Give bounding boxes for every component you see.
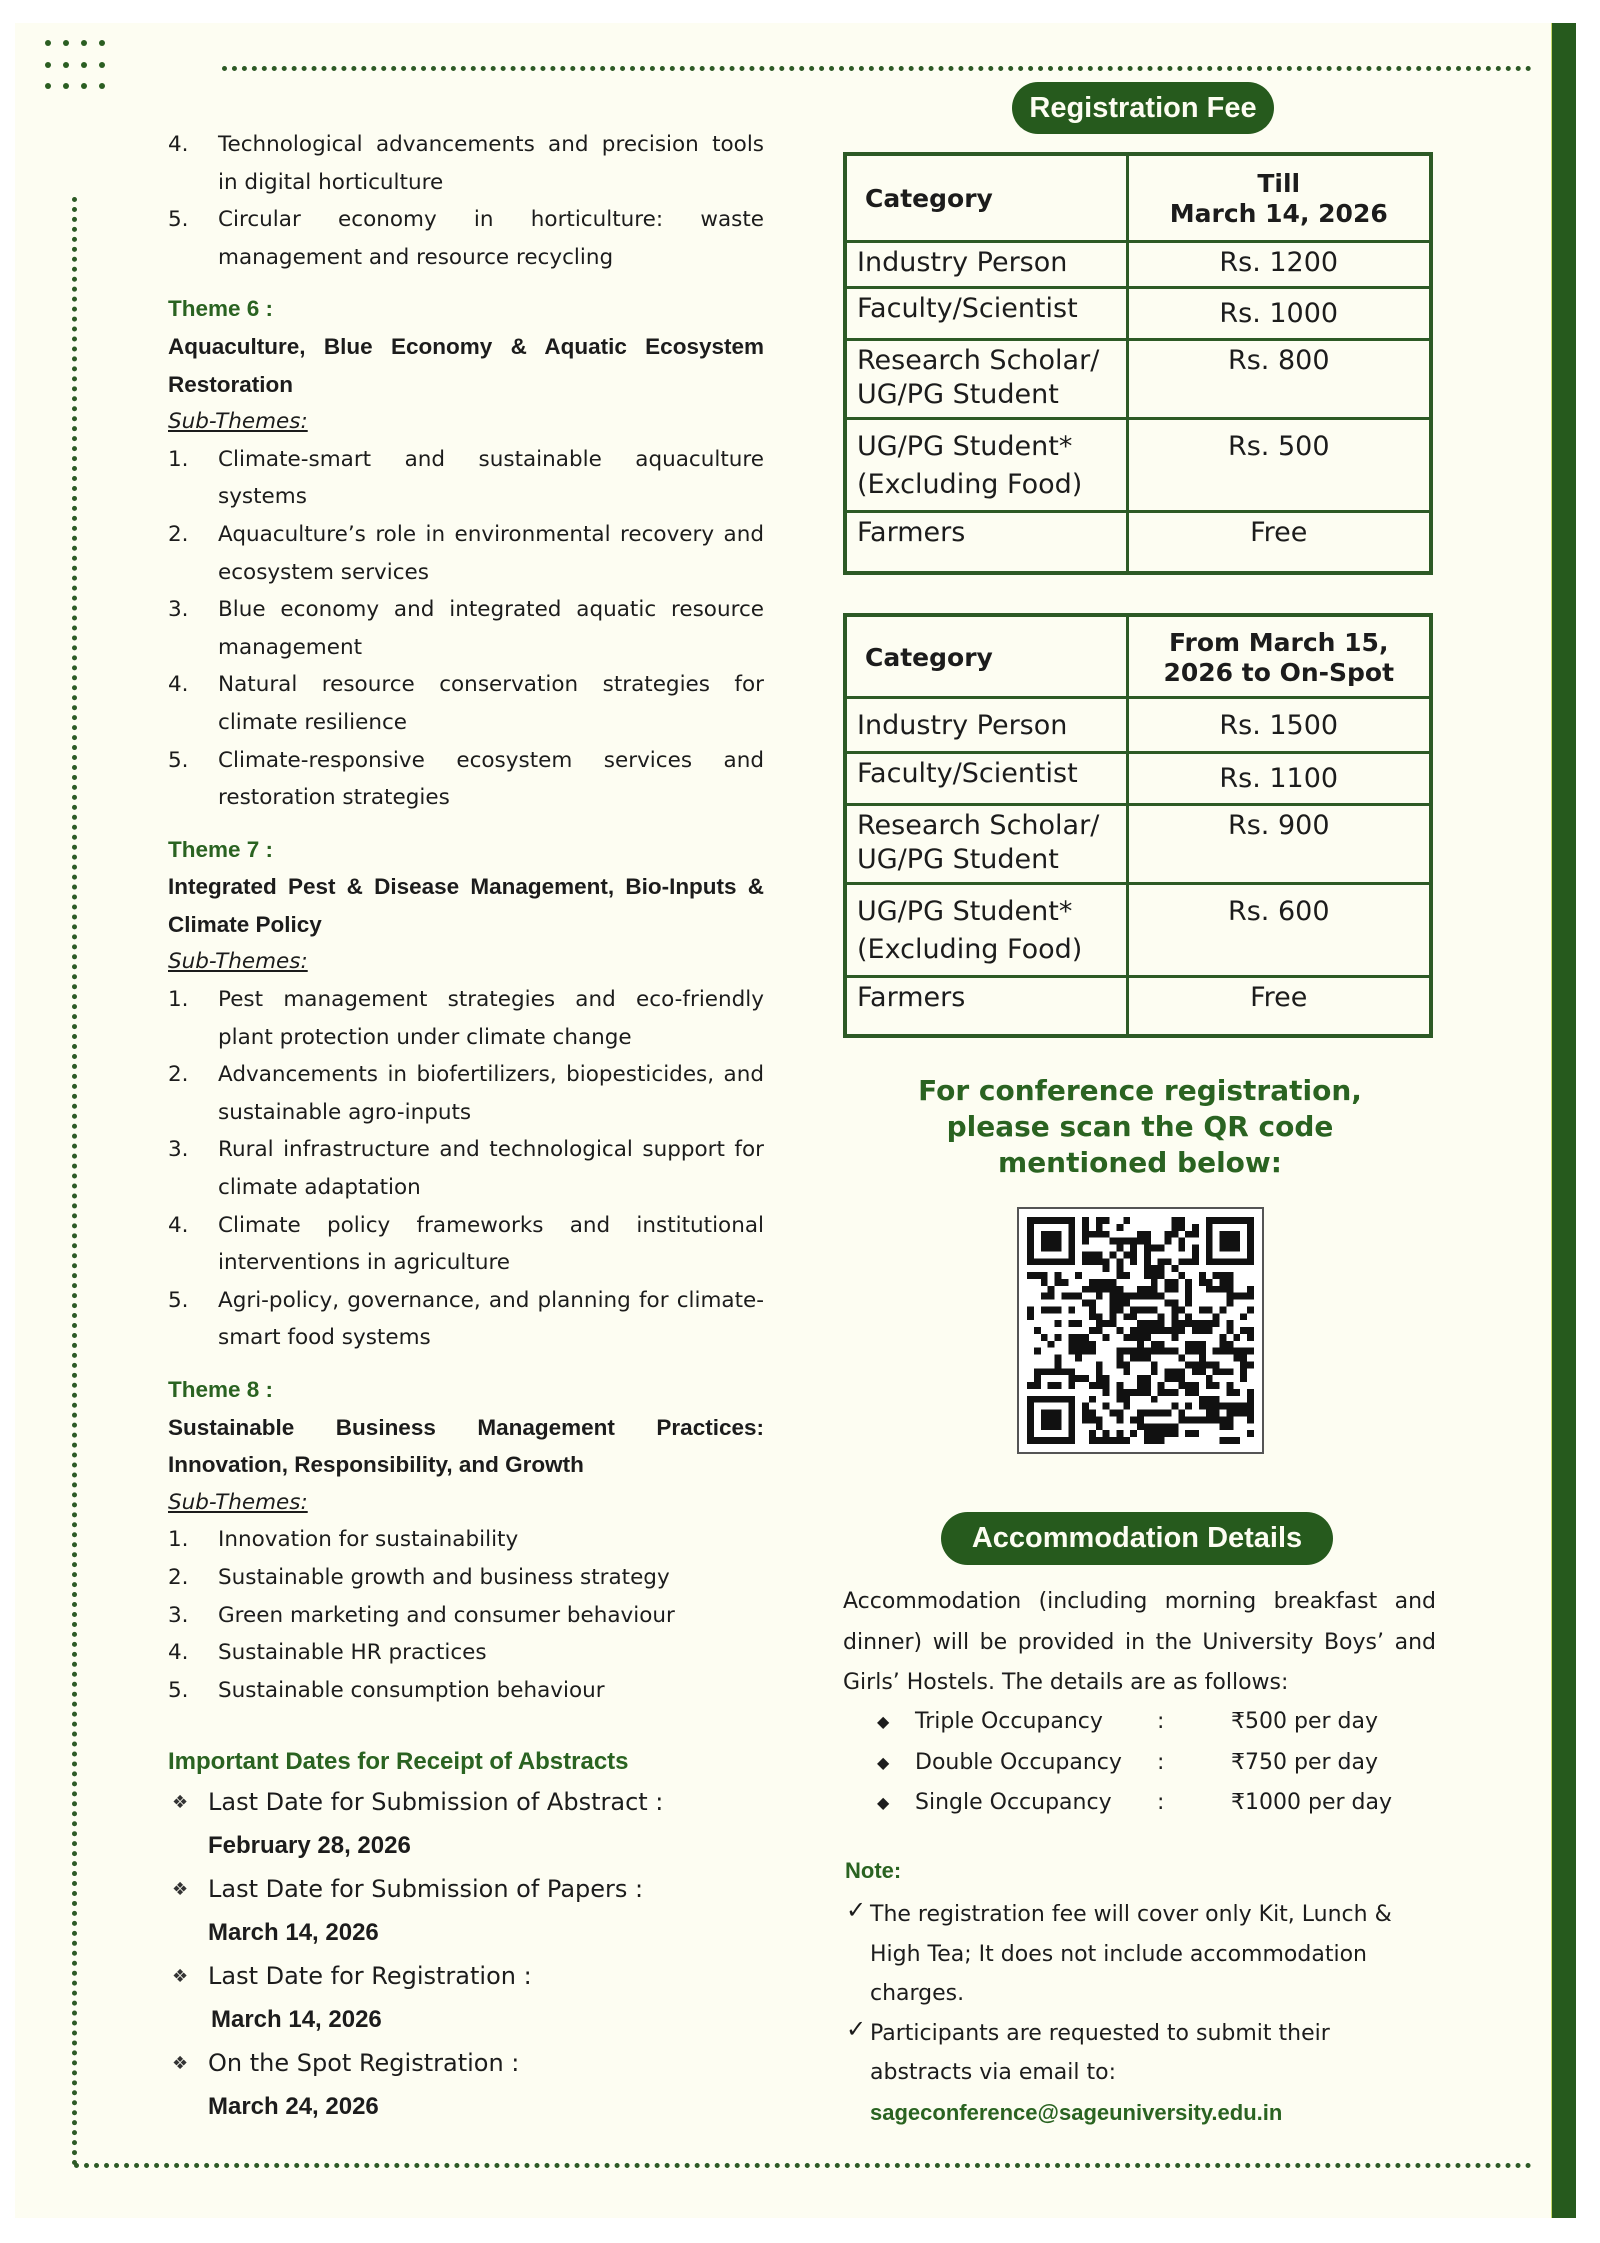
item-text: Climate-responsive ecosystem services and restoration strategies bbox=[218, 747, 764, 811]
date-value: March 14, 2026 bbox=[211, 2006, 382, 2034]
item-number: 4. bbox=[168, 1212, 189, 1238]
fee-cell: Rs. 1200 bbox=[1127, 241, 1431, 287]
item-text: Pest management strategies and eco-friendly plant protection under climate change bbox=[218, 987, 764, 1050]
separator: : bbox=[1157, 1749, 1165, 1775]
item-text: Natural resource conservation strategies for climate resilience bbox=[218, 672, 764, 735]
item-text: Innovation for sustainability bbox=[218, 1527, 519, 1553]
qr-instruction bbox=[880, 1073, 1400, 1181]
table-header-row bbox=[845, 154, 1431, 241]
table-row bbox=[845, 241, 1431, 287]
occupancy-type: Single Occupancy bbox=[915, 1790, 1112, 1815]
item-number: 3. bbox=[168, 1137, 189, 1163]
list-item bbox=[168, 126, 764, 201]
list-item bbox=[168, 1131, 764, 1206]
category-text: UG/PG Student bbox=[857, 378, 1059, 410]
theme-title: Integrated Pest & Disease Management, Bio-Inputs & Climate Policy bbox=[168, 874, 764, 937]
bottom-dotted-divider bbox=[74, 2163, 1532, 2168]
note-item bbox=[846, 1895, 1446, 2014]
occupancy-type: Double Occupancy bbox=[915, 1749, 1122, 1775]
separator: : bbox=[1157, 1790, 1165, 1815]
note-text: Participants are requested to submit their abstracts via email to: bbox=[870, 2020, 1330, 2085]
item-text: Rural infrastructure and technological support for climate adaptation bbox=[218, 1137, 764, 1201]
table-row bbox=[845, 287, 1431, 339]
theme-6-section bbox=[168, 290, 764, 816]
theme-title: Sustainable Business Management Practices: Innovation, Responsibility, and Growth bbox=[168, 1414, 764, 1478]
item-number: 2. bbox=[168, 1564, 189, 1590]
category-text: Farmers bbox=[857, 981, 966, 1013]
qr-instruction-line: please scan the QR code bbox=[946, 1110, 1334, 1143]
registration-fee-title: Registration Fee bbox=[1012, 82, 1274, 134]
item-text: Sustainable HR practices bbox=[218, 1640, 487, 1666]
qr-code-icon[interactable] bbox=[1017, 1207, 1264, 1454]
fee-table-early bbox=[843, 152, 1433, 575]
item-text: Climate-smart and sustainable aquaculture systems bbox=[218, 446, 764, 510]
qr-modules bbox=[1027, 1217, 1254, 1444]
important-dates-section bbox=[168, 1743, 764, 2129]
fee-cell: Free bbox=[1127, 976, 1431, 1036]
table-row bbox=[845, 976, 1431, 1036]
theme-7-section bbox=[168, 831, 764, 1357]
fee-cell: Rs. 1500 bbox=[1127, 697, 1431, 752]
header-period bbox=[1127, 615, 1431, 697]
occupancy-price: ₹1000 per day bbox=[1231, 1790, 1392, 1815]
item-number: 3. bbox=[168, 597, 189, 623]
accommodation-description: Accommodation (including morning breakfast and dinner) will be provided in the University Boys’ and Girls’ Hostels. The details are as follows: bbox=[843, 1589, 1436, 1695]
table-row bbox=[845, 752, 1431, 804]
top-dotted-divider bbox=[222, 66, 1532, 71]
table-header-row bbox=[845, 615, 1431, 697]
list-item bbox=[877, 1783, 1437, 1824]
occupancy-type: Triple Occupancy bbox=[915, 1709, 1103, 1734]
item-text: Blue economy and integrated aquatic resource management bbox=[218, 597, 764, 660]
diamond-bullet-icon: ❖ bbox=[172, 1878, 189, 1900]
category-text: Faculty/Scientist bbox=[857, 292, 1078, 324]
item-text: Sustainable growth and business strategy bbox=[218, 1564, 670, 1590]
item-number: 4. bbox=[168, 672, 189, 698]
header-period-line: From March 15, bbox=[1169, 627, 1389, 657]
category-cell bbox=[845, 287, 1127, 339]
category-cell bbox=[845, 241, 1127, 287]
table-row bbox=[845, 418, 1431, 511]
header-period-line: Till bbox=[1257, 169, 1301, 199]
item-number: 2. bbox=[168, 521, 189, 547]
header-period bbox=[1127, 154, 1431, 241]
date-label bbox=[168, 1955, 764, 1999]
date-label bbox=[168, 1868, 764, 1912]
item-text: Advancements in biofertilizers, biopesticides, and sustainable agro-inputs bbox=[218, 1062, 764, 1125]
theme-title: Aquaculture, Blue Economy & Aquatic Ecosystem Restoration bbox=[168, 333, 764, 397]
list-item bbox=[168, 1634, 764, 1672]
table-row bbox=[845, 804, 1431, 883]
category-cell bbox=[845, 976, 1127, 1036]
diamond-bullet-icon: ◆ bbox=[877, 1752, 890, 1772]
qr-instruction-line: For conference registration, bbox=[918, 1074, 1362, 1107]
date-label bbox=[168, 1781, 764, 1825]
check-icon: ✓ bbox=[846, 2014, 867, 2043]
category-text: Research Scholar/ bbox=[857, 809, 1100, 841]
category-text: UG/PG Student* bbox=[857, 895, 1073, 927]
item-number: 3. bbox=[168, 1602, 189, 1628]
list-item bbox=[168, 201, 764, 276]
note-list bbox=[846, 1895, 1446, 2132]
list-item bbox=[168, 1207, 764, 1282]
list-item bbox=[168, 981, 764, 1056]
note-text: The registration fee will cover only Kit, Lunch & High Tea; It does not include accommodation charges. bbox=[870, 1902, 1392, 2006]
date-value: March 14, 2026 bbox=[208, 1919, 379, 1947]
separator: : bbox=[1157, 1709, 1165, 1734]
important-dates-heading: Important Dates for Receipt of Abstracts bbox=[168, 1748, 629, 1776]
date-label-text: Last Date for Registration : bbox=[208, 1961, 532, 1990]
fee-cell: Rs. 900 bbox=[1127, 804, 1431, 883]
list-item bbox=[168, 1672, 764, 1710]
item-number: 4. bbox=[168, 132, 189, 157]
header-category: Category bbox=[845, 615, 1127, 697]
diamond-bullet-icon: ❖ bbox=[172, 1791, 189, 1813]
accommodation-details-title: Accommodation Details bbox=[941, 1512, 1333, 1565]
fee-cell: Rs. 1100 bbox=[1127, 752, 1431, 804]
occupancy-price: ₹500 per day bbox=[1231, 1709, 1378, 1734]
item-number: 2. bbox=[168, 1062, 189, 1088]
category-text: (Excluding Food) bbox=[857, 468, 1083, 500]
item-number: 1. bbox=[168, 987, 189, 1013]
item-number: 4. bbox=[168, 1640, 189, 1666]
list-item bbox=[168, 1559, 764, 1597]
category-text: (Excluding Food) bbox=[857, 933, 1083, 965]
category-cell bbox=[845, 339, 1127, 418]
category-cell bbox=[845, 511, 1127, 573]
themes-column bbox=[168, 126, 764, 2129]
list-item bbox=[877, 1702, 1437, 1743]
item-number: 1. bbox=[168, 446, 189, 472]
theme-heading: Theme 7 : bbox=[168, 836, 274, 862]
date-label-text: On the Spot Registration : bbox=[208, 2048, 520, 2077]
item-number: 5. bbox=[168, 207, 189, 233]
theme-heading: Theme 6 : bbox=[168, 296, 274, 322]
fee-cell: Rs. 800 bbox=[1127, 339, 1431, 418]
note-item bbox=[846, 2014, 1446, 2093]
date-value: March 24, 2026 bbox=[208, 2093, 379, 2121]
item-text: Aquaculture’s role in environmental recovery and ecosystem services bbox=[218, 521, 764, 585]
list-item bbox=[168, 742, 764, 817]
decorative-dots-icon bbox=[45, 40, 105, 96]
list-item bbox=[168, 1282, 764, 1357]
note-heading: Note: bbox=[845, 1858, 902, 1883]
item-text: Agri-policy, governance, and planning for climate-smart food systems bbox=[218, 1287, 764, 1351]
qr-code-graphic bbox=[1027, 1217, 1254, 1444]
header-period-line: March 14, 2026 bbox=[1169, 199, 1388, 229]
table-row bbox=[845, 883, 1431, 976]
left-dotted-divider bbox=[72, 197, 77, 2167]
category-text: Research Scholar/ bbox=[857, 344, 1100, 376]
list-item bbox=[877, 1743, 1437, 1784]
fee-cell: Free bbox=[1127, 511, 1431, 573]
item-number: 5. bbox=[168, 747, 189, 773]
category-text: Industry Person bbox=[857, 709, 1068, 741]
table-row bbox=[845, 511, 1431, 573]
category-text: UG/PG Student bbox=[857, 843, 1059, 875]
diamond-bullet-icon: ❖ bbox=[172, 1965, 189, 1987]
item-text: Technological advancements and precision tools in digital horticulture bbox=[218, 132, 764, 195]
item-text: Circular economy in horticulture: waste management and resource recycling bbox=[218, 207, 764, 270]
check-icon: ✓ bbox=[846, 1896, 867, 1924]
item-number: 1. bbox=[168, 1527, 189, 1553]
fee-cell: Rs. 500 bbox=[1127, 418, 1431, 511]
contact-email-link[interactable]: sageconference@sageuniversity.edu.in bbox=[870, 2099, 1283, 2125]
date-label bbox=[168, 2042, 764, 2086]
sub-themes-label: Sub-Themes: bbox=[168, 949, 308, 975]
item-text: Climate policy frameworks and institutional interventions in agriculture bbox=[218, 1212, 764, 1276]
item-number: 5. bbox=[168, 1677, 189, 1703]
category-text: Industry Person bbox=[857, 246, 1068, 278]
item-text: Green marketing and consumer behaviour bbox=[218, 1602, 675, 1628]
category-cell bbox=[845, 752, 1127, 804]
fee-table-late bbox=[843, 613, 1433, 1038]
list-item bbox=[168, 1056, 764, 1131]
list-item bbox=[168, 1597, 764, 1635]
header-period-line: 2026 to On-Spot bbox=[1163, 657, 1395, 687]
table-row bbox=[845, 339, 1431, 418]
theme-8-section bbox=[168, 1371, 764, 1709]
green-side-bar bbox=[1551, 23, 1576, 2218]
theme-heading: Theme 8 : bbox=[168, 1377, 274, 1402]
diamond-bullet-icon: ❖ bbox=[172, 2052, 189, 2074]
fee-cell: Rs. 600 bbox=[1127, 883, 1431, 976]
fee-cell: Rs. 1000 bbox=[1127, 287, 1431, 339]
date-value: February 28, 2026 bbox=[208, 1832, 411, 1860]
category-cell bbox=[845, 697, 1127, 752]
list-item bbox=[168, 441, 764, 516]
diamond-bullet-icon: ◆ bbox=[877, 1793, 890, 1812]
table-row bbox=[845, 697, 1431, 752]
sub-themes-label: Sub-Themes: bbox=[168, 409, 308, 435]
occupancy-list bbox=[877, 1702, 1437, 1824]
category-cell bbox=[845, 804, 1127, 883]
item-text: Sustainable consumption behaviour bbox=[218, 1677, 605, 1703]
diamond-bullet-icon: ◆ bbox=[877, 1712, 890, 1731]
category-text: Farmers bbox=[857, 516, 966, 548]
list-item bbox=[168, 666, 764, 741]
list-item bbox=[168, 1521, 764, 1559]
item-number: 5. bbox=[168, 1287, 189, 1313]
category-text: Faculty/Scientist bbox=[857, 757, 1078, 789]
continued-subtheme-list bbox=[168, 126, 764, 276]
date-label-text: Last Date for Submission of Papers : bbox=[208, 1874, 644, 1903]
list-item bbox=[168, 591, 764, 666]
date-label-text: Last Date for Submission of Abstract : bbox=[208, 1787, 664, 1816]
occupancy-price: ₹750 per day bbox=[1231, 1749, 1378, 1775]
qr-instruction-line: mentioned below: bbox=[998, 1146, 1282, 1179]
list-item bbox=[168, 516, 764, 591]
header-category: Category bbox=[845, 154, 1127, 241]
category-cell bbox=[845, 883, 1127, 976]
sub-themes-label: Sub-Themes: bbox=[168, 1489, 308, 1515]
category-text: UG/PG Student* bbox=[857, 430, 1073, 462]
category-cell bbox=[845, 418, 1127, 511]
